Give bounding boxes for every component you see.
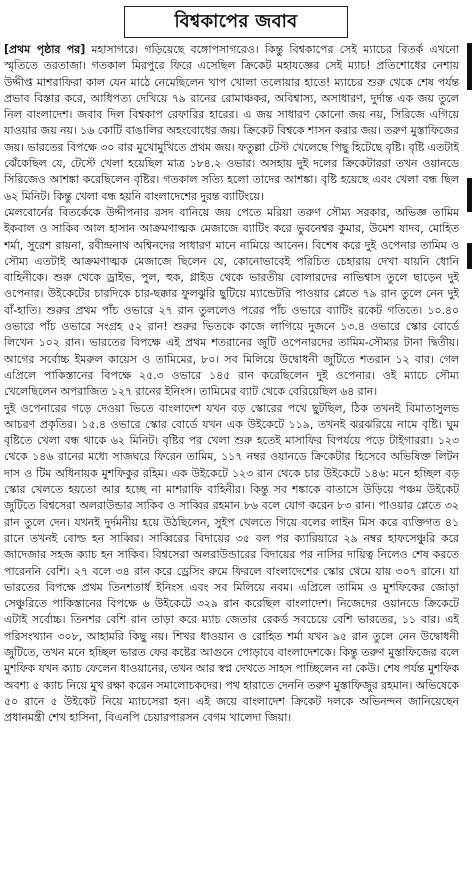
article-paragraph-1: [4, 42, 459, 205]
headline: বিশ্বকাপের জবাব: [174, 10, 298, 32]
article-body: [4, 42, 459, 870]
article-paragraph-2: মেলবোর্নের বিতর্কেকে উদ্দীপনার রসদ বানিয়ে জয় পেতে মরিয়া তরুণ সৌম্য সরকার, অভিজ্ঞ তামিম ইকবাল ও সাকিব আল হাসান আক্রমণাত্মক মেজাজে ব্যাটিং করে ভুবনেশ্বর কুমার, উমেশ যাদব, মোহিত শর্মা, সুরেশ রায়না, রবীন্দ্রনাথ অশ্বিনদের সাধারণ মানে নামিয়ে আনেন। বিশেষ করে দুই ওপেনার তামিম ও সৌম্য এতটাই আক্রমণাত্মক মেজাজে ছিলেন যে, কোনোভাবেই পরিচিত চেহারায় দেখা যায়নি ধোনি বাহিনীকে। শুরু থেকে ড্রাইভ, পুল, হুক, গ্লাইড থেকে ভারতীয় বোলারদের নাভিশ্বাস তুলে ছাড়েন দুই ওপেনার। উইকেটের চারদিকে চার-ছক্কার ফুলঝুরি ছুটিয়ে ম্যান্ডেটরি পাওয়ার প্লেতে ৭৯ রান তুলে নেন দুই বাঁ-হাতি। শুরুর প্রথম পাঁচ ওভারে ২৭ রান তুললেও পরের পাঁচ ওভারে ব্যাটিং রকেট গতিতে। ১০.৪০ ওভারে পাঁচ ওভারে সংগ্রহ ৫২ রান! শুরুর ভিতকে কাজে লাগিয়ে দুজনে ১৩.৪ ওভারে স্কোর বোর্ডে লিখেন ১০২ রান। ভারতের বিপক্ষে এই প্রথম শতরানের জুটি ওপেনারদের তামিম-সৌম্যর টানা দ্বিতীয়। আগের সর্বোচ্চ ইমরুল কায়েস ও তামিমের, ৮০। সব মিলিয়ে উদ্বোধনী জুটিতে শতরান ১২ বার। গেল এপ্রিলে পাকিস্তানের বিপক্ষে ২৫.৩ ওভারে ১৪৫ রান করেছিলেন দুই ওপেনার। ওই ম্যাচে সৌম্য খেলেছিলেন অপরাজিত ১২৭ রানের ইনিংস। তামিমের ব্যাট থেকে বেরিয়েছিল ৬৪ রান।: [4, 205, 459, 399]
article-paragraph-3: দুই ওপেনারের গড়ে দেওয়া ভিতে বাংলাদেশ যখন বড় স্কোরের পথে ছুটছিল, ঠিক তখনই বিমাতাসুলভ আচরণ প্রকৃতির। ১৫.৪ ওভারে স্কোর বোর্ডে যখন এক উইকেটে ১১৯, তখনই ঝরঝরিয়ে নামে বৃষ্টি। ঘুম বৃষ্টিতে খেলা বন্ধ থাকে ৬২ মিনিট। বৃষ্টির পর খেলা শুরু হতেই মাসাফির বিপর্যয়ে পড়ে টাইগাররা। ১২৩ থেকে ১৪৬ রানের মধ্যে সাজঘরে ফিরেন তামিম, ১১৭ নম্বর ওয়ানডে ক্রিকেটার হিসেবে অভিষিক্ত লিটন দাস ও টিম অধিনায়ক মুশফিকুর রহিম। এক উইকেটে ১২৩ রান থেকে চার উইকেটে ১৪৬: মনে হচ্ছিল বড় স্কোর খেলতে হয়তো আর হচ্ছে না মাশরাফি বাহিনীর। কিন্তু সব শঙ্কাকে বাতাসে উড়িয়ে পঞ্চম উইকেট জুটিতে বিশ্বসেরা অলরাউন্ডার সাকিব ও সাব্বির রহমান ৮৬ বলে যোগ করেন ৮৩ রান। পাওয়ার প্লেতে ৩২ রান তুলে দেন। যখনই দুর্দমনীয় হয়ে উঠছিলেন, সুইপ খেলতে গিয়ে বলের লাইন মিস করে ব্যক্তিগত ৪১ রানে তখনই বোল্ড হন সাব্বির। সাব্বিরের বিদায়ের ৩৫ বল পর ক্যারিয়ারে ২৯ নম্বর হাফসেঞ্চুরি করে জাদেজার সহজ ক্যাচ হন সাকিব। বিশ্বসেরা অলরাউন্ডারের বিদায়ের পর নাসির দায়িত্ব নিলেও শেষ করতে পারেননি বেশি। ২৭ বলে ৩৪ রান করে ড্রেসিং রুমে ফিরলে বাংলাদেশের স্কোর থেমে যায় ৩০৭ রানে। যা ভারতের বিপক্ষে প্রথম তিনশতার্ধ ইনিংস এবং সব মিলিয়ে নবম। এপ্রিলে তামিম ও মুশফিকের জোড়া সেঞ্চুরিতে পাকিস্তানের বিপক্ষে ৬ উইকেটে ৩২৯ রান করেছিল বাংলাদেশ। নিজেদের ওয়ানডে ক্রিকেটে এটাই সর্বোচ্চ। তিনশর বেশি রান তাড়া করে ম্যাচ জেতার রেকর্ড সবচেয়ে বেশি ভারতের, ১১ বার। এই পরিসংখ্যান ৩০৮, আহামরি কিছু নয়। শিখর ধাওয়ান ও রোহিত শর্মা যখন ৯৫ রান তুলে নেন উদ্বোধনী জুটিতে, তখন মনে হচ্ছিল ভারত ফের কষ্টের আগুনে পোড়াবে বাংলাদেশকে। কিন্তু তরুণ মুস্তাফিজের বলে মুশফিক যখন ক্যাচ ফেলেন ধাওয়ানের, তখন আর স্বপ্ন দেখতে সাহস পাচ্ছিলেন না কেউ। শেষ পর্যন্ত মুশফিক অবশ্য ৫ ক্যাচ নিয়ে মুখ রক্ষা করেন সমালোচকদের। পথ হারাতে দেননি তরুণ মুস্তাফিজুর রহমান। অভিষেকে ৫০ রানে ৫ উইকেট নিয়ে ম্যাচসেরা হন। এই জয়ে বাংলাদেশ ক্রিকেট দলকে অভিনন্দন জানিয়েছেন প্রধানমন্ত্রী শেখ হাসিনা, বিএনপি চেয়ারপারসন বেগম খালেদা জিয়া।: [4, 401, 459, 725]
headline-box: [124, 6, 348, 38]
paragraph-text: মহাসাগরে। গড়িয়েছে বঙ্গোপসাগরেও। কিন্তু বিশ্বকাপের সেই ম্যাচের বিতর্ক এখনো স্মৃতিতে তরতাজা। গতকাল মিরপুরে ফিরে এসেছিল ক্রিকেট মহাযজ্ঞের সেই ম্যাচ! প্রতিশোধের নেশায় উদ্দীপ্ত মাশরাফিরা কাল যেন মাঠে নেমেছিলেন খাপ খোলা তলোয়ার হাতে! ম্যাচের শুরু থেকে শেষ পর্যন্ত প্রভাব বিস্তার করে, আধিপত্য দেখিয়ে ৭৯ রানের রোমাঞ্চকর, অবিশ্বাস্য, অসাধারণ, দুর্দান্ত এক জয় তুলে নিল বাংলাদেশ। জবাব দিল বিশ্বকাপ রেফারির হারের। এ জয় সাধারণ কোনো জয় নয়, সিরিজে এগিয়ে যাওয়ার জয় নয়। ১৬ কোটি বাঙালির অহংবোধের জয়। ক্রিকেট বিশ্বকে শাসন করার জয়। তরুণ মুস্তাফিজের জয়। ভারতের বিপক্ষে ৩০ বার মুখোমুখিতে প্রথম জয়। ফতুল্লা টেস্ট খেলেছে পিছু হিটেছে বৃষ্টি। বৃষ্টি এতটাই ঝেঁকেছিল যে, টেস্টে খেলা হয়েছিল মাত্র ১৮৪.২ ওভার। অসহায় দুই দলের ক্রিকেটাররা তখন ওয়ানডে সিরিজেও আশঙ্কা করেছিলেন বৃষ্টির। গতকাল সত্যি হলো তাদের আশঙ্কা। বৃষ্টি হয়েছে এবং খেলা বন্ধ ছিল ৬২ মিনিট। কিন্তু খেলা বন্ধ হয়নি বাংলাদেশের দুরন্ত ব্যাটিংয়ে।: [4, 43, 459, 203]
continuation-marker: [প্রথম পৃষ্ঠার পর]: [4, 43, 86, 56]
edge-rule: [467, 243, 472, 269]
edge-rule: [467, 178, 472, 212]
edge-rule: [467, 43, 472, 90]
